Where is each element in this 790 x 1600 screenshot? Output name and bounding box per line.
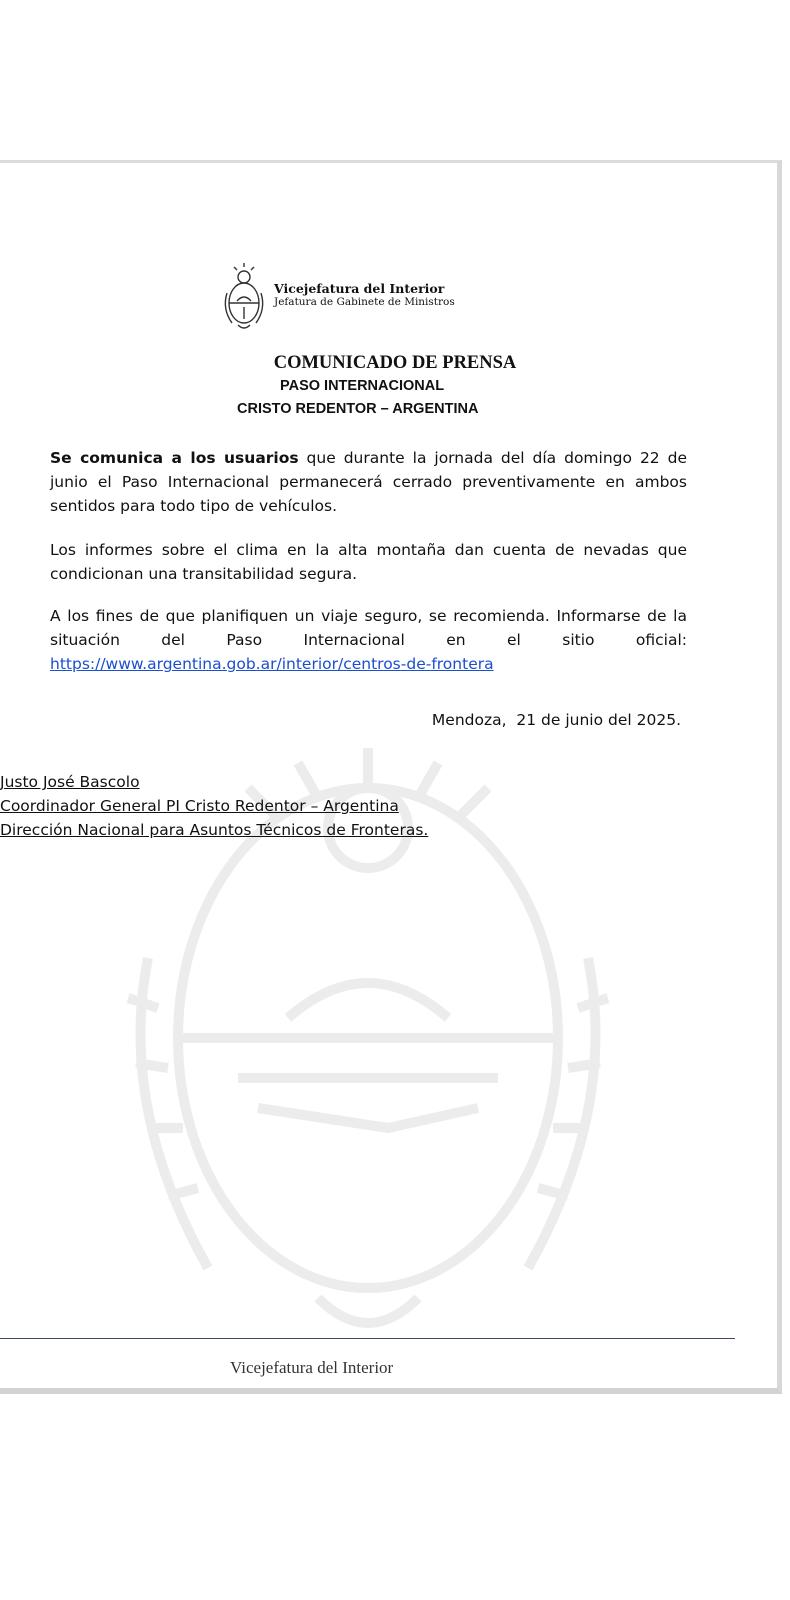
footer-divider (0, 1338, 735, 1339)
letterhead-text (274, 281, 455, 309)
signatory-office: Dirección Nacional para Asuntos Técnicos de Fronteras. (0, 821, 429, 839)
letterhead (220, 255, 455, 335)
paragraph-recommendation-text: A los fines de que planifiquen un viaje seguro, se recomienda. Informarse de la situación del Paso Internacional en el sitio oficial: (50, 607, 687, 649)
document-subtitle-2: CRISTO REDENTOR – ARGENTINA (237, 401, 479, 417)
organization-name: Vicejefatura del Interior (274, 281, 445, 296)
paragraph-lead: Se comunica a los usuarios (50, 449, 299, 467)
footer-text: Vicejefatura del Interior (230, 1358, 394, 1377)
paragraph-closure (50, 446, 687, 518)
document-page (0, 160, 782, 1394)
signatory-role: Coordinador General PI Cristo Redentor – Argentina (0, 797, 399, 815)
official-site-link[interactable]: https://www.argentina.gob.ar/interior/centros-de-frontera (50, 655, 494, 673)
paragraph-weather: Los informes sobre el clima en la alta montaña dan cuenta de nevadas que condicionan una transitabilidad segura. (50, 541, 687, 583)
signatory-name: Justo José Bascolo (0, 773, 140, 791)
organization-subtitle: Jefatura de Gabinete de Ministros (274, 296, 455, 308)
paragraph-recommendation (50, 604, 687, 676)
coat-of-arms-icon (220, 257, 268, 333)
document-subtitle-1: PASO INTERNACIONAL (280, 378, 445, 394)
paragraph-closure-text: que durante la jornada del día domingo 22 de junio el Paso Internacional permanecerá cerrado preventivamente en ambos sentidos para todo tipo de vehículos. (50, 449, 687, 515)
document-title: COMUNICADO DE PRENSA (273, 353, 517, 373)
date-line: Mendoza, 21 de junio del 2025. (431, 711, 681, 729)
